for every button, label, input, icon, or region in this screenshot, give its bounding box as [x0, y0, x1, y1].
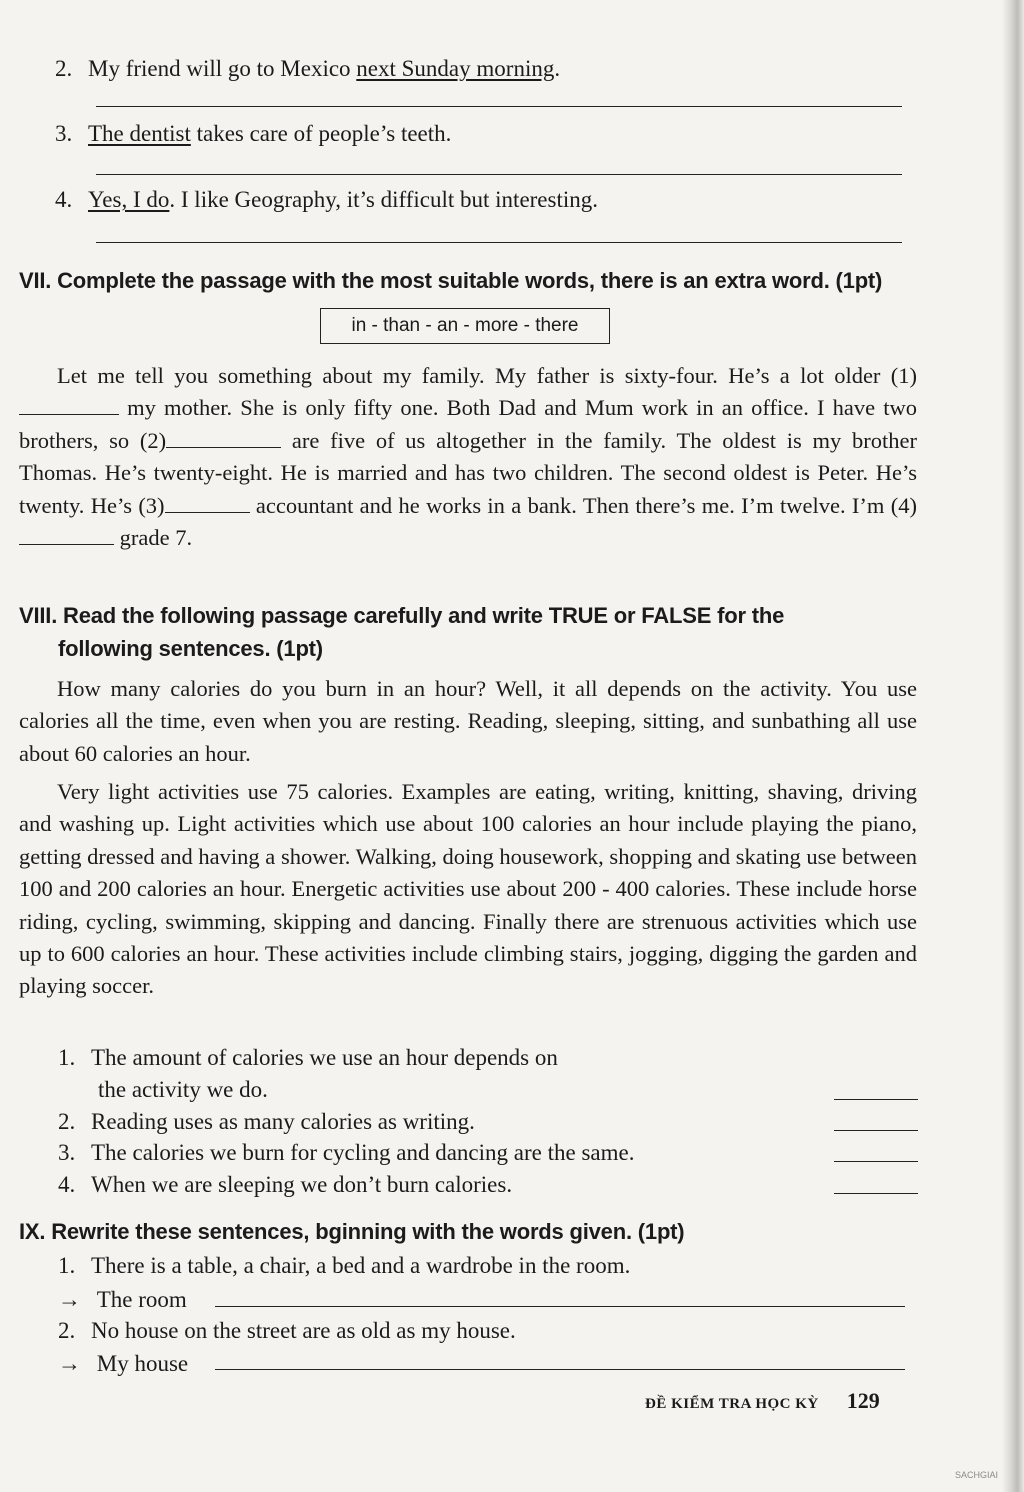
true-false-answer-3[interactable] — [834, 1161, 918, 1162]
footer-title: ĐỀ KIỂM TRA HỌC KỲ — [645, 1396, 819, 1412]
passage-text: Let me tell you something about my family. My father is sixty-four. He’s a lot older (1) — [57, 363, 917, 388]
blank-2[interactable] — [166, 429, 281, 448]
item-number: 2. — [58, 1318, 76, 1343]
sentence-start: The room — [96, 1287, 187, 1312]
statement-text: The amount of calories we use an hour depends on — [91, 1045, 558, 1070]
item-number: 2. — [55, 56, 73, 81]
original-sentence: No house on the street are as old as my house. — [91, 1318, 516, 1343]
statement-text: The calories we burn for cycling and dancing are the same. — [91, 1140, 635, 1165]
sentence-start: My house — [96, 1351, 189, 1376]
item-text-after: . I like Geography, it’s difficult but interesting. — [169, 187, 599, 212]
page-footer — [645, 1388, 880, 1414]
statement-1-continued: the activity we do. — [98, 1077, 268, 1102]
section-8-title-line-2: following sentences. (1pt) — [58, 636, 323, 661]
blank-4[interactable] — [19, 526, 114, 545]
true-false-answer-4[interactable] — [834, 1193, 918, 1194]
watermark: SACHGIAI — [955, 1470, 999, 1480]
page-edge-shadow — [1002, 0, 1024, 1492]
true-false-answer-2[interactable] — [834, 1130, 918, 1131]
answer-line[interactable] — [96, 174, 902, 175]
section-8-title-line-1: VIII. Read the following passage carefully and write TRUE or FALSE for the — [19, 603, 785, 628]
statement-2 — [58, 1109, 475, 1135]
item-underlined: The dentist — [88, 121, 191, 146]
blank-3[interactable] — [165, 494, 250, 513]
item-underlined: Yes, I do — [88, 187, 170, 212]
word-bank-text: in - than - an - more - there — [351, 315, 579, 336]
item-text-before: My friend will go to Mexico — [88, 56, 357, 81]
item-text-after: . — [554, 56, 561, 81]
q6-item-4 — [55, 187, 598, 213]
q6-item-2 — [55, 56, 560, 82]
statement-number: 3. — [58, 1140, 76, 1165]
item-number: 1. — [58, 1253, 76, 1278]
item-number: 4. — [55, 187, 73, 212]
rewrite-line-1[interactable] — [215, 1306, 905, 1307]
section-8-paragraph-1: How many calories do you burn in an hour? Well, it all depends on the activity. You use calories all the time, even when you are resting. Reading, sleeping, sitting, and sunbathing all use about 60 calories an hour. — [19, 676, 917, 766]
statement-1 — [58, 1045, 558, 1071]
rewrite-item-2 — [58, 1318, 516, 1344]
statement-text: When we are sleeping we don’t burn calories. — [91, 1172, 513, 1197]
answer-line[interactable] — [96, 242, 902, 243]
statement-number: 4. — [58, 1172, 76, 1197]
word-bank-box — [320, 308, 610, 344]
original-sentence: There is a table, a chair, a bed and a wardrobe in the room. — [91, 1253, 631, 1278]
section-7-title: VII. Complete the passage with the most suitable words, there is an extra word. (1pt) — [19, 268, 883, 293]
rewrite-answer-1 — [58, 1287, 187, 1313]
statement-text: Reading uses as many calories as writing. — [91, 1109, 475, 1134]
item-text-after: takes care of people’s teeth. — [190, 121, 452, 146]
blank-1[interactable] — [19, 396, 119, 415]
arrow-icon: → — [58, 1287, 81, 1312]
statement-3 — [58, 1140, 634, 1166]
true-false-answer-1[interactable] — [834, 1099, 918, 1100]
item-number: 3. — [55, 121, 73, 146]
passage-text: are five of us altogether in the family. The oldest is my brother Thomas. He’s twenty-eight. He is married and has two children. The second oldest is Peter. He’s twenty. He’s (3) — [19, 427, 917, 518]
rewrite-item-1 — [58, 1253, 630, 1279]
passage-text: my mother. She is only fifty one. Both Dad and Mum work in an office. I have two brothers, so (2) — [19, 395, 917, 453]
passage-text: accountant and he works in a bank. Then there’s me. I’m twelve. I’m (4) — [249, 492, 917, 518]
section-7-passage — [19, 360, 917, 554]
section-8-paragraph-2: Very light activities use 75 calories. Examples are eating, writing, knitting, shaving, driving and washing up. Light activities which use about 100 calories an hour include playing the piano, getting dressed and having a shower. Walking, doing housework, shopping and skating use between 100 and 200 calories an hour. Energetic activities use about 200 - 400 calories. These include horse riding, cycling, swimming, skipping and dancing. Finally there are strenuous activities which use up to 600 calories an hour. These activities include climbing stairs, jogging, digging the garden and playing soccer. — [19, 779, 917, 999]
statement-number: 2. — [58, 1109, 76, 1134]
item-underlined: next Sunday morning — [356, 56, 555, 81]
statement-number: 1. — [58, 1045, 76, 1070]
arrow-icon: → — [58, 1351, 81, 1376]
answer-line[interactable] — [96, 106, 902, 107]
rewrite-answer-2 — [58, 1351, 188, 1377]
passage-text: grade 7. — [114, 525, 193, 551]
section-9-title: IX. Rewrite these sentences, bginning with the words given. (1pt) — [19, 1219, 685, 1244]
page-number: 129 — [846, 1388, 880, 1413]
rewrite-line-2[interactable] — [215, 1369, 905, 1370]
statement-4 — [58, 1172, 512, 1198]
q6-item-3 — [55, 121, 451, 147]
